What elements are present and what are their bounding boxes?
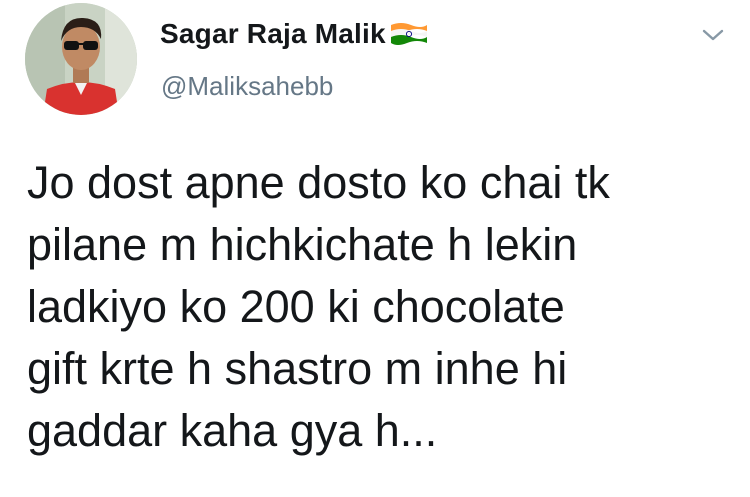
chevron-down-icon[interactable] [701, 27, 725, 43]
avatar-photo [25, 3, 137, 115]
author-name-row [160, 18, 429, 50]
avatar[interactable] [25, 3, 137, 115]
author-handle[interactable]: @Maliksahebb [161, 71, 334, 101]
tweet-text: Jo dost apne dosto ko chai tk pilane m hichkichate h lekin ladkiyo ko 200 ki chocolate gift krte h shastro m inhe hi gaddar kaha gya h... [27, 157, 610, 456]
author-display-name[interactable]: Sagar Raja Malik [160, 18, 386, 49]
india-flag-icon [389, 19, 429, 49]
